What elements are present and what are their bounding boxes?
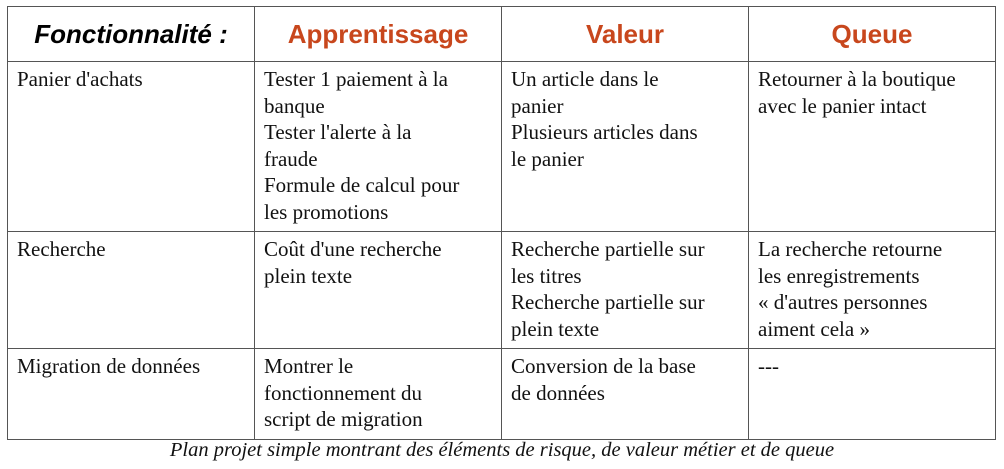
project-plan-table xyxy=(7,6,996,440)
table-row-shopping-cart xyxy=(8,62,996,232)
cell-line: fonctionnement du xyxy=(264,380,423,405)
cell-line: Recherche partielle sur xyxy=(511,237,705,261)
cell-value xyxy=(502,62,749,232)
cell-line: fraude xyxy=(264,146,318,171)
cell-line: plein texte xyxy=(511,316,600,341)
cell-feature: Migration de données xyxy=(8,349,255,440)
table-caption: Plan projet simple montrant des éléments de risque, de valeur métier et de queue xyxy=(169,439,835,461)
cell-line: Formule de calcul pour xyxy=(264,173,460,197)
table-row-search xyxy=(8,232,996,349)
table-header-row xyxy=(8,7,996,62)
cell-line: panier xyxy=(511,93,564,118)
cell-learning xyxy=(255,232,502,349)
cell-value xyxy=(502,232,749,349)
cell-feature: Panier d'achats xyxy=(8,62,255,232)
cell-line: aiment cela » xyxy=(758,316,870,341)
header-value: Valeur xyxy=(502,7,749,62)
header-queue: Queue xyxy=(749,7,996,62)
cell-line: --- xyxy=(758,354,779,378)
cell-line: script de migration xyxy=(264,407,423,431)
table-row-data-migration xyxy=(8,349,996,440)
cell-line: Tester 1 paiement à la xyxy=(264,67,448,91)
cell-line: les titres xyxy=(511,263,582,288)
cell-line: plein texte xyxy=(264,263,353,288)
cell-queue xyxy=(749,62,996,232)
cell-line: les promotions xyxy=(264,199,389,224)
cell-value xyxy=(502,349,749,440)
plan-table-container xyxy=(7,6,995,440)
cell-line: banque xyxy=(264,93,325,118)
cell-line: les enregistrements xyxy=(758,263,920,288)
cell-feature: Recherche xyxy=(8,232,255,349)
cell-line: Montrer le xyxy=(264,354,354,378)
cell-line: « d'autres personnes xyxy=(758,290,928,314)
header-feature: Fonctionnalité : xyxy=(8,7,255,62)
cell-line: de données xyxy=(511,380,605,405)
cell-line: Plusieurs articles dans xyxy=(511,120,698,144)
cell-line: le panier xyxy=(511,146,584,171)
cell-line: Retourner à la boutique xyxy=(758,67,956,91)
cell-line: Coût d'une recherche xyxy=(264,237,442,261)
cell-line: avec le panier intact xyxy=(758,93,927,118)
header-learning: Apprentissage xyxy=(255,7,502,62)
cell-learning xyxy=(255,62,502,232)
cell-learning xyxy=(255,349,502,440)
cell-line: Conversion de la base xyxy=(511,354,696,378)
cell-line: Recherche partielle sur xyxy=(511,290,705,314)
cell-line: La recherche retourne xyxy=(758,237,943,261)
cell-line: Tester l'alerte à la xyxy=(264,120,412,144)
cell-queue xyxy=(749,232,996,349)
cell-line: Un article dans le xyxy=(511,67,659,91)
cell-queue xyxy=(749,349,996,440)
